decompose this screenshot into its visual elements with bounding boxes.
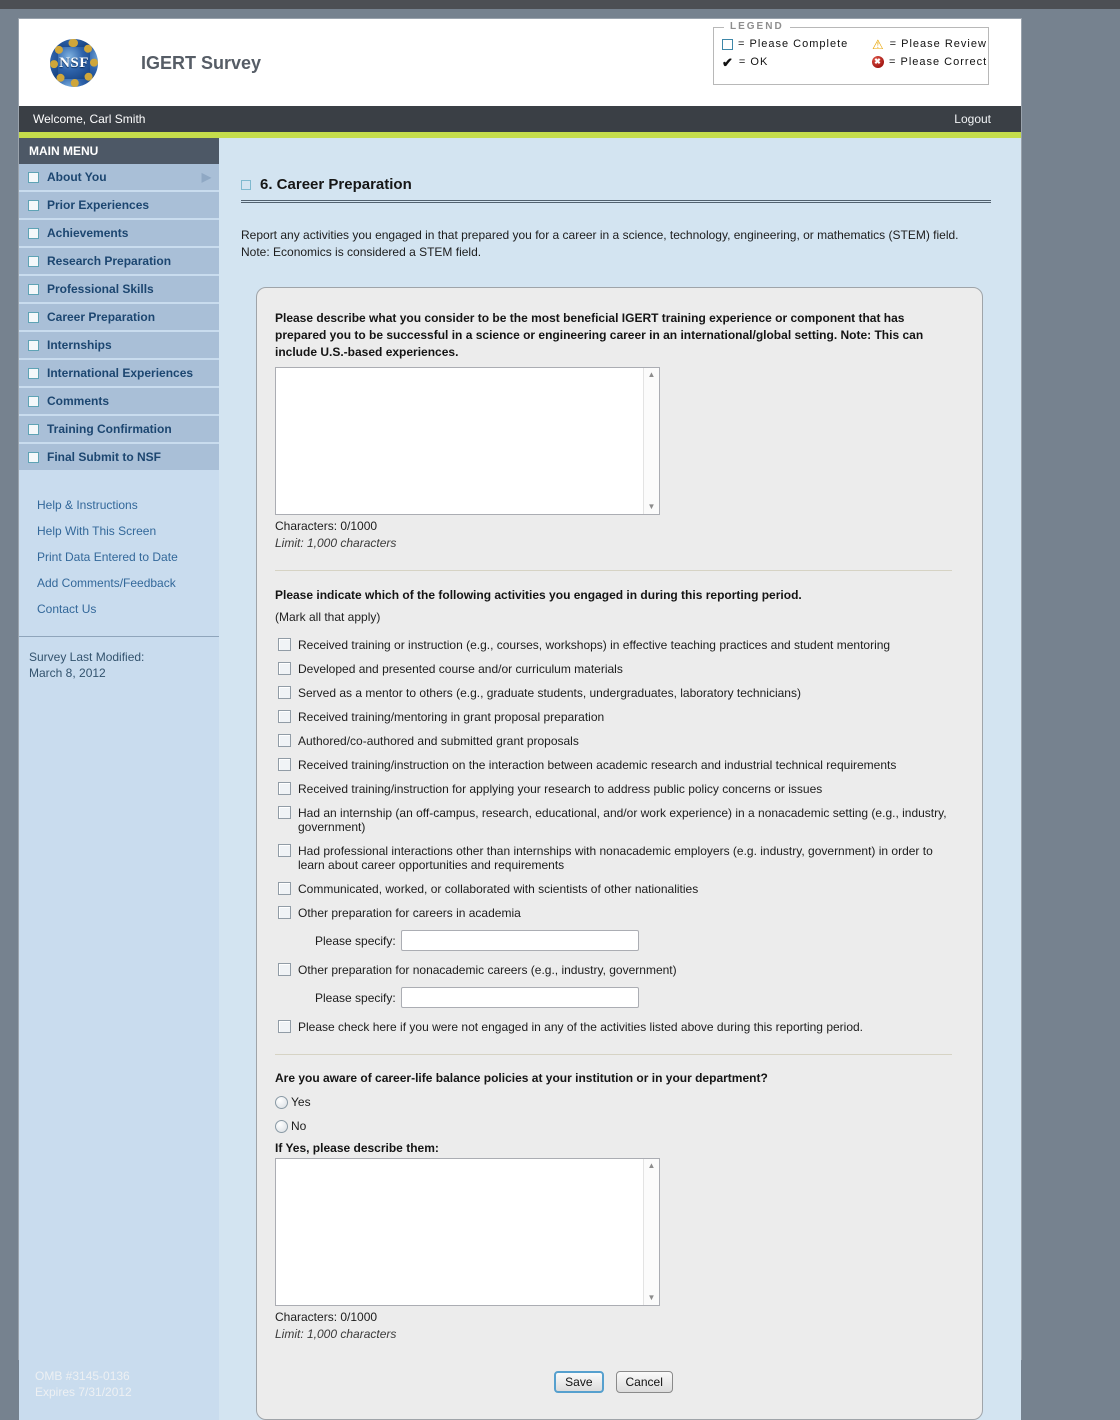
q2-prompt: Please indicate which of the following activities you engaged in during this reporting period. — [275, 588, 802, 602]
form-panel — [256, 287, 983, 1420]
q4-textarea-content[interactable] — [276, 1159, 643, 1305]
last-modified — [19, 637, 219, 681]
sidebar-item-label: Career Preparation — [47, 310, 156, 324]
red-x-circle-icon: ✖ — [872, 56, 884, 68]
expires-date: Expires 7/31/2012 — [35, 1385, 132, 1399]
activity-row-other-nonacademic — [275, 963, 952, 977]
legend-label: = Please Complete — [738, 38, 849, 50]
main-content — [219, 138, 1021, 1420]
activity-row — [275, 710, 952, 724]
status-checkbox-icon — [28, 452, 39, 463]
sidebar-item-label: Achievements — [47, 226, 129, 240]
intro-text — [241, 227, 981, 261]
activity-label: Other preparation for nonacademic careers (e.g., industry, government) — [298, 963, 677, 977]
q4-prompt: If Yes, please describe them: — [275, 1141, 439, 1155]
q3-prompt: Are you aware of career-life balance policies at your institution or in your department? — [275, 1071, 768, 1085]
activity-checkbox[interactable] — [278, 806, 291, 819]
scroll-down-icon[interactable]: ▼ — [647, 1293, 656, 1302]
activity-row — [275, 662, 952, 676]
yes-radio[interactable] — [275, 1096, 288, 1109]
blue-square-icon — [722, 39, 733, 50]
legend-label: = Please Review — [889, 38, 987, 50]
sidebar-item-final-submit[interactable] — [19, 444, 219, 470]
q4-char-count: Characters: 0/1000 — [275, 1310, 378, 1324]
activity-checkbox[interactable] — [278, 710, 291, 723]
link-help-this-screen[interactable]: Help With This Screen — [37, 524, 157, 538]
sidebar-links — [19, 472, 219, 622]
please-specify-label: Please specify: — [315, 933, 396, 948]
activity-checkbox[interactable] — [278, 1020, 291, 1033]
q1-char-limit: Limit: 1,000 characters — [275, 536, 397, 550]
sidebar-item-label: International Experiences — [47, 366, 194, 380]
panel-divider — [275, 570, 952, 571]
activity-checkbox[interactable] — [278, 734, 291, 747]
activity-label: Communicated, worked, or collaborated with scientists of other nationalities — [298, 882, 699, 896]
q2-note: (Mark all that apply) — [275, 610, 381, 624]
status-checkbox-icon — [28, 368, 39, 379]
sidebar-item-label: Professional Skills — [47, 282, 154, 296]
sidebar-item-career-preparation[interactable] — [19, 304, 219, 330]
scroll-up-icon[interactable]: ▲ — [647, 370, 656, 379]
sidebar-item-label: Final Submit to NSF — [47, 450, 161, 464]
sidebar-item-about-you[interactable] — [19, 164, 219, 190]
link-help-instructions[interactable]: Help & Instructions — [37, 498, 138, 512]
welcome-text: Welcome, Carl Smith — [33, 112, 146, 126]
omb-number: OMB #3145-0136 — [35, 1369, 130, 1383]
activity-label: Developed and presented course and/or curriculum materials — [298, 662, 623, 676]
q1-prompt: Please describe what you consider to be the most beneficial IGERT training experience or component that has prepared you to be successful in a science or engineering career in an international/global setting. Note: This can include U.S.-based experiences. — [275, 311, 924, 359]
activity-row — [275, 844, 952, 872]
save-button[interactable]: Save — [554, 1371, 603, 1393]
legend-label: = OK — [738, 56, 769, 68]
legend-title: LEGEND — [724, 21, 790, 32]
q4-char-limit: Limit: 1,000 characters — [275, 1327, 397, 1341]
legend-item-review — [872, 38, 987, 50]
section-status-checkbox-icon — [241, 180, 251, 190]
intro-line-2: Note: Economics is considered a STEM field. — [241, 245, 482, 259]
activity-row-none — [275, 1020, 952, 1034]
status-checkbox-icon — [28, 256, 39, 267]
yes-label: Yes — [291, 1095, 311, 1109]
last-modified-label: Survey Last Modified: — [29, 650, 145, 664]
activity-checkbox[interactable] — [278, 638, 291, 651]
scroll-up-icon[interactable]: ▲ — [647, 1161, 656, 1170]
sidebar-item-professional-skills[interactable] — [19, 276, 219, 302]
sidebar-item-comments[interactable] — [19, 388, 219, 414]
activity-row — [275, 638, 952, 652]
status-checkbox-icon — [28, 200, 39, 211]
sidebar-item-prior-experiences[interactable] — [19, 192, 219, 218]
activity-label: Had professional interactions other than internships with nonacademic employers (e.g. industry, government) in order to learn about career opportunities and requirements — [298, 844, 933, 872]
activity-label: Other preparation for careers in academia — [298, 906, 521, 920]
sidebar-item-label: About You — [47, 170, 107, 184]
status-checkbox-icon — [28, 284, 39, 295]
link-print-data[interactable]: Print Data Entered to Date — [37, 550, 178, 564]
sidebar-item-achievements[interactable] — [19, 220, 219, 246]
status-checkbox-icon — [28, 228, 39, 239]
status-checkbox-icon — [28, 312, 39, 323]
specify-academia-row — [315, 930, 952, 951]
scrollbar[interactable] — [643, 368, 659, 514]
sidebar-item-international-experiences[interactable] — [19, 360, 219, 386]
button-row — [275, 1371, 952, 1393]
top-strip — [0, 0, 1120, 9]
header — [19, 19, 1021, 106]
specify-nonacademic-input[interactable] — [401, 987, 639, 1008]
legend-box — [713, 21, 989, 85]
sidebar-item-label: Research Preparation — [47, 254, 172, 268]
legend-item-correct — [872, 56, 987, 68]
no-radio[interactable] — [275, 1120, 288, 1133]
activity-checkbox[interactable] — [278, 686, 291, 699]
sidebar-item-label: Training Confirmation — [47, 422, 172, 436]
welcome-bar — [19, 106, 1021, 132]
status-checkbox-icon — [28, 172, 39, 183]
activity-label: Received training or instruction (e.g., courses, workshops) in effective teaching practices and student mentoring — [298, 638, 891, 652]
sidebar-item-training-confirmation[interactable] — [19, 416, 219, 442]
activity-checkbox[interactable] — [278, 882, 291, 895]
sidebar-item-research-preparation[interactable] — [19, 248, 219, 274]
activity-row — [275, 882, 952, 896]
page-title: IGERT Survey — [141, 53, 262, 73]
please-specify-label: Please specify: — [315, 990, 396, 1005]
scrollbar[interactable] — [643, 1159, 659, 1305]
q4-textarea[interactable] — [275, 1158, 660, 1306]
activity-row — [275, 734, 952, 748]
q1-char-count: Characters: 0/1000 — [275, 519, 378, 533]
activity-row — [275, 806, 952, 834]
title-rule — [241, 200, 991, 203]
activity-label: Received training/instruction on the interaction between academic research and industrial technical requirements — [298, 758, 897, 772]
no-label: No — [291, 1119, 307, 1133]
specify-nonacademic-row — [315, 987, 952, 1008]
nsf-globe-icon — [50, 39, 98, 87]
activity-label: Served as a mentor to others (e.g., graduate students, undergraduates, laboratory technicians) — [298, 686, 801, 700]
legend-item-complete — [722, 38, 872, 50]
logout-link[interactable]: Logout — [954, 112, 991, 126]
link-add-feedback[interactable]: Add Comments/Feedback — [37, 576, 176, 590]
activity-checkbox[interactable] — [278, 844, 291, 857]
activity-checkbox[interactable] — [278, 906, 291, 919]
status-checkbox-icon — [28, 340, 39, 351]
activities-list — [275, 638, 952, 1034]
activity-row — [275, 758, 952, 772]
q1-textarea[interactable] — [275, 367, 660, 515]
nsf-logo — [31, 27, 117, 99]
sidebar-item-internships[interactable] — [19, 332, 219, 358]
sidebar-item-label: Internships — [47, 338, 112, 352]
activity-checkbox[interactable] — [278, 963, 291, 976]
activity-label: Please check here if you were not engaged in any of the activities listed above during this reporting period. — [298, 1020, 864, 1034]
footer — [35, 1368, 132, 1400]
activity-row — [275, 782, 952, 796]
status-checkbox-icon — [28, 424, 39, 435]
scroll-down-icon[interactable]: ▼ — [647, 502, 656, 511]
status-checkbox-icon — [28, 396, 39, 407]
link-contact-us[interactable]: Contact Us — [37, 602, 97, 616]
specify-academia-input[interactable] — [401, 930, 639, 951]
section-title: 6. Career Preparation — [260, 176, 412, 193]
q3-option-no-row — [275, 1119, 952, 1133]
cancel-button[interactable]: Cancel — [616, 1371, 673, 1393]
legend-item-ok — [722, 56, 872, 68]
activity-row — [275, 686, 952, 700]
sidebar-item-label: Comments — [47, 394, 110, 408]
activity-row-other-academia — [275, 906, 952, 920]
activity-checkbox[interactable] — [278, 758, 291, 771]
activity-label: Had an internship (an off-campus, research, educational, and/or work experience) in a nonacademic setting (e.g., industry, government) — [298, 806, 947, 834]
intro-line-1: Report any activities you engaged in that prepared you for a career in a science, technology, engineering, or mathematics (STEM) field. — [241, 228, 959, 242]
activity-checkbox[interactable] — [278, 662, 291, 675]
main-menu-header: MAIN MENU — [19, 138, 219, 164]
legend-label: = Please Correct — [889, 56, 988, 68]
warning-triangle-icon: ⚠ — [872, 36, 885, 52]
activity-label: Received training/instruction for applying your research to address public policy concerns or issues — [298, 782, 823, 796]
activity-checkbox[interactable] — [278, 782, 291, 795]
q1-textarea-content[interactable] — [276, 368, 643, 514]
chevron-right-icon: ▶ — [201, 170, 211, 184]
panel-divider — [275, 1054, 952, 1055]
activity-label: Authored/co-authored and submitted grant proposals — [298, 734, 579, 748]
nsf-logo-text: NSF — [59, 54, 89, 71]
checkmark-icon: ✔ — [722, 54, 734, 70]
legend-grid — [722, 36, 988, 70]
activity-label: Received training/mentoring in grant proposal preparation — [298, 710, 605, 724]
q3-option-yes-row — [275, 1095, 952, 1109]
last-modified-date: March 8, 2012 — [29, 666, 106, 680]
sidebar — [19, 138, 219, 1420]
sidebar-item-label: Prior Experiences — [47, 198, 150, 212]
